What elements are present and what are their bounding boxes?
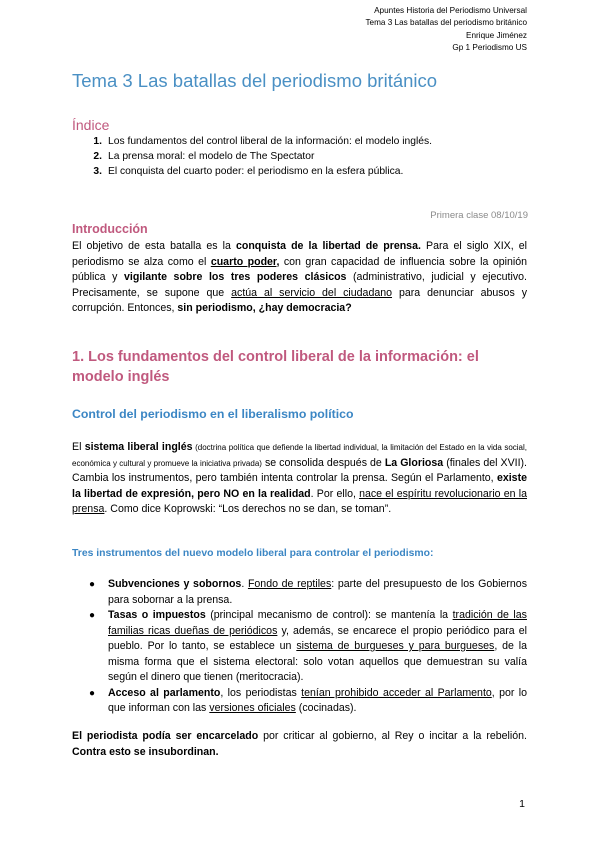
liberal-system-paragraph: El sistema liberal inglés (doctrina política que defiende la libertad individual, la limitación del Estado en la vida social, económica y cultural y promueve la iniciativa privada) se consolida después de La Gloriosa (finales del XVII). Cambia los instrumentos, pero también intenta controlar la prensa. Según el Parlamento, existe la libertad de expresión, pero NO en la realidad. Por ello, nace el espíritu revolucionario en la prensa. Como dice Koprowski: “Los derechos no se dan, se toman”. bbox=[72, 441, 527, 515]
bullet-icon: ● bbox=[89, 610, 96, 621]
header-course: Apuntes Historia del Periodismo Universal bbox=[374, 6, 527, 15]
intro-paragraph: El objetivo de esta batalla es la conquista de la libertad de prensa. Para el siglo XIX, el periodismo se alza como el cuarto poder, con gran capacidad de influencia sobre la opinión pública y vigilante sobre los tres poderes clásicos (administrativo, judicial y ejecutivo. Precisamente, se supone que actúa al servicio del ciudadano para denunciar abusos y corrupción. Entonces, sin periodismo, ¿hay democracia? bbox=[72, 240, 528, 314]
list-item: ● Acceso al parlamento, los periodistas tenían prohibido acceder al Parlamento, por lo que informan con las versiones oficiales (cocinadas). bbox=[89, 686, 528, 714]
list-item: ● Tasas o impuestos (principal mecanismo de control): se mantenía la tradición de las familias ricas dueñas de periódicos y, además, se encarece el propio periódico para el pueblo. Por lo tanto, se establece un sistema de burgueses y para burgueses, de la misma forma que el sistema electoral: solo votan aquellos que demuestran su valía según el dinero que tienen (meritocracia). bbox=[89, 609, 528, 683]
header-group: Gp 1 Periodismo US bbox=[452, 43, 527, 53]
header-author: Enrique Jiménez bbox=[466, 30, 527, 40]
bullet-icon: ● bbox=[89, 579, 96, 590]
list-item: ● Subvenciones y sobornos. Fondo de reptiles: parte del presupuesto de los Gobiernos para sobornar a la prensa. bbox=[89, 578, 527, 606]
index-item: 2. La prensa moral: el modelo de The Spectator bbox=[93, 151, 315, 162]
section-1-subheading: Control del periodismo en el liberalismo político bbox=[72, 407, 354, 421]
page-title: Tema 3 Las batallas del periodismo británico bbox=[72, 70, 438, 91]
class-date-note: Primera clase 08/10/19 bbox=[430, 210, 528, 221]
running-header bbox=[365, 5, 527, 55]
index-list bbox=[72, 134, 532, 179]
index-item: 1. Los fundamentos del control liberal de la información: el modelo inglés. bbox=[93, 136, 432, 147]
index-heading: Índice bbox=[72, 117, 110, 133]
instruments-heading: Tres instrumentos del nuevo modelo liberal para controlar el periodismo: bbox=[72, 548, 434, 559]
index-item: 3. El conquista del cuarto poder: el periodismo en la esfera pública. bbox=[93, 166, 404, 177]
bullet-icon: ● bbox=[89, 687, 96, 699]
page-number: 1 bbox=[519, 798, 525, 810]
instruments-list bbox=[72, 577, 527, 717]
intro-heading: Introducción bbox=[72, 222, 148, 236]
section-1-heading: 1. Los fundamentos del control liberal de la información: el modelo inglés bbox=[72, 349, 479, 385]
closing-paragraph: El periodista podía ser encarcelado por criticar al gobierno, al Rey o incitar a la rebelión. Contra esto se insubordinan. bbox=[72, 730, 527, 758]
header-topic: Tema 3 Las batallas del periodismo británico bbox=[365, 18, 527, 28]
